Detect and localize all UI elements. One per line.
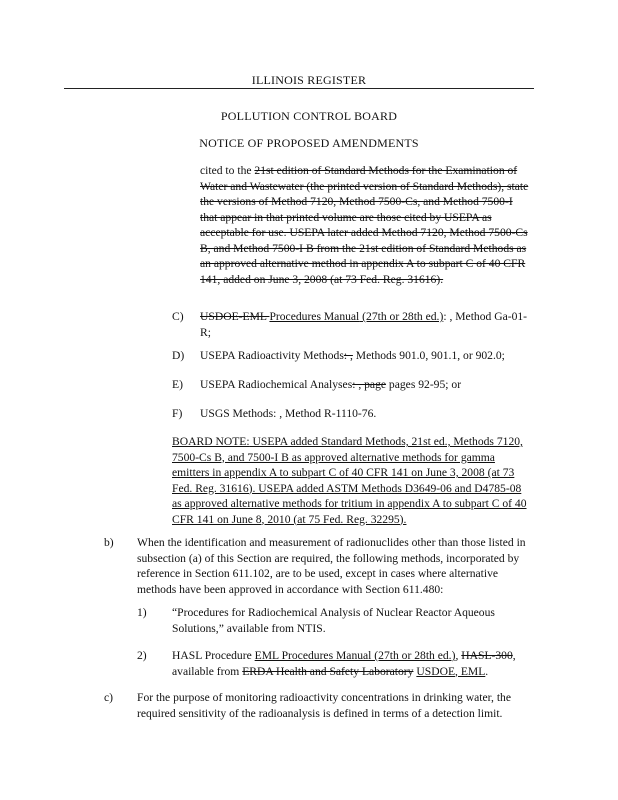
item-d-struck: : , (343, 349, 353, 362)
item-e-text (200, 377, 530, 393)
item-f-text (200, 406, 530, 422)
item-e-struck: : , page (352, 378, 387, 391)
item-f-label: F) (172, 407, 183, 420)
item-d-rest: Methods 901.0, 901.1, or 902.0; (352, 349, 505, 362)
item-d-text (200, 348, 530, 364)
register-title: ILLINOIS REGISTER (251, 73, 367, 87)
item-e-title: USEPA Radiochemical Analyses (200, 378, 353, 391)
continued-paragraph (200, 163, 530, 287)
item-b2-struck-hasl: HASL-300 (461, 649, 513, 662)
subsection-b-label: b) (104, 536, 114, 549)
item-c-edition: (27th or 28th ed.) (359, 310, 444, 323)
board-note (172, 434, 532, 527)
item-b2-label: 2) (137, 649, 147, 662)
notice-title: NOTICE OF PROPOSED AMENDMENTS (199, 136, 419, 150)
item-c-text (200, 309, 530, 340)
continued-text-struck: 21st edition of Standard Methods for the Examination of Water and Wastewater (the printed version of Standard Methods), state the versions of Method 7120, Method 7500-Cs, and Method 7500-I that appear in that printed volume are those cited by USEPA as acceptable for use. USEPA later added Method 7120, Method 7500-Cs B, and Method 7500-I B from the 21st edition of Standard Methods as an approved alternative method in appendix A to subpart C of 40 CFR 141, added on June 3, 2008 (at 73 Fed. Reg. 31616). (200, 164, 529, 286)
header-rule (64, 88, 534, 89)
item-c-struck: USDOE-EML (200, 310, 270, 323)
item-b2-a: HASL Procedure (172, 649, 255, 662)
subsection-c-label: c) (104, 691, 114, 704)
item-b2-text (172, 648, 532, 679)
item-d-title: USEPA Radioactivity Methods (200, 349, 344, 362)
item-d-label: D) (172, 349, 185, 362)
item-b2-struck-erda: ERDA Health and Safety Laboratory (242, 664, 414, 678)
item-b2-e: , available from (172, 649, 516, 678)
item-b2-i: . (485, 664, 489, 678)
item-e-label: E) (172, 378, 183, 391)
item-b1-label: 1) (137, 606, 147, 619)
item-e-rest: pages 92-95; or (386, 378, 462, 391)
item-c-manual: Procedures Manual (269, 310, 360, 323)
subsection-b-text: When the identification and measurement of radionuclides other than those listed in subsection (a) of this Section are required, the following methods, incorporated by reference in Section 611.102, are to be used, except in cases where alternative methods have been approved in accordance with Section 611.480: (137, 536, 526, 596)
item-b2-usdoe: USDOE, EML (416, 664, 486, 678)
continued-text-lead: cited to the (200, 164, 255, 177)
item-b2-c: , (455, 649, 462, 662)
board-note-text: USEPA added Standard Methods, 21st ed., Methods 7120, 7500-Cs B, and 7500-I B as approved alternative methods for gamma emitters in appendix A to subpart C of 40 CFR 141 on June 3, 2008 (at 73 Fed. Reg. 31616). USEPA added ASTM Methods D3649-06 and D4785-08 as approved alternative methods for tritium in appendix A to subpart C of 40 CFR 141 on June 8, 2010 (at 75 Fed. Reg. 32295). (172, 435, 527, 526)
item-c-rest: : , Method Ga-01-R; (200, 310, 528, 339)
board-note-label: BOARD NOTE: (172, 435, 250, 448)
board-title: POLLUTION CONTROL BOARD (220, 109, 398, 123)
item-c-label: C) (172, 310, 184, 323)
subsection-c-text: For the purpose of monitoring radioactivity concentrations in drinking water, the required sensitivity of the radioanalysis is defined in terms of a detection limit. (137, 691, 511, 720)
item-f-body: USGS Methods: , Method R-1110-76. (200, 407, 377, 420)
item-b1-text: “Procedures for Radiochemical Analysis of Nuclear Reactor Aqueous Solutions,” available from NTIS. (172, 606, 495, 635)
item-b2-manual: EML Procedures Manual (27th or 28th ed.) (254, 649, 456, 662)
